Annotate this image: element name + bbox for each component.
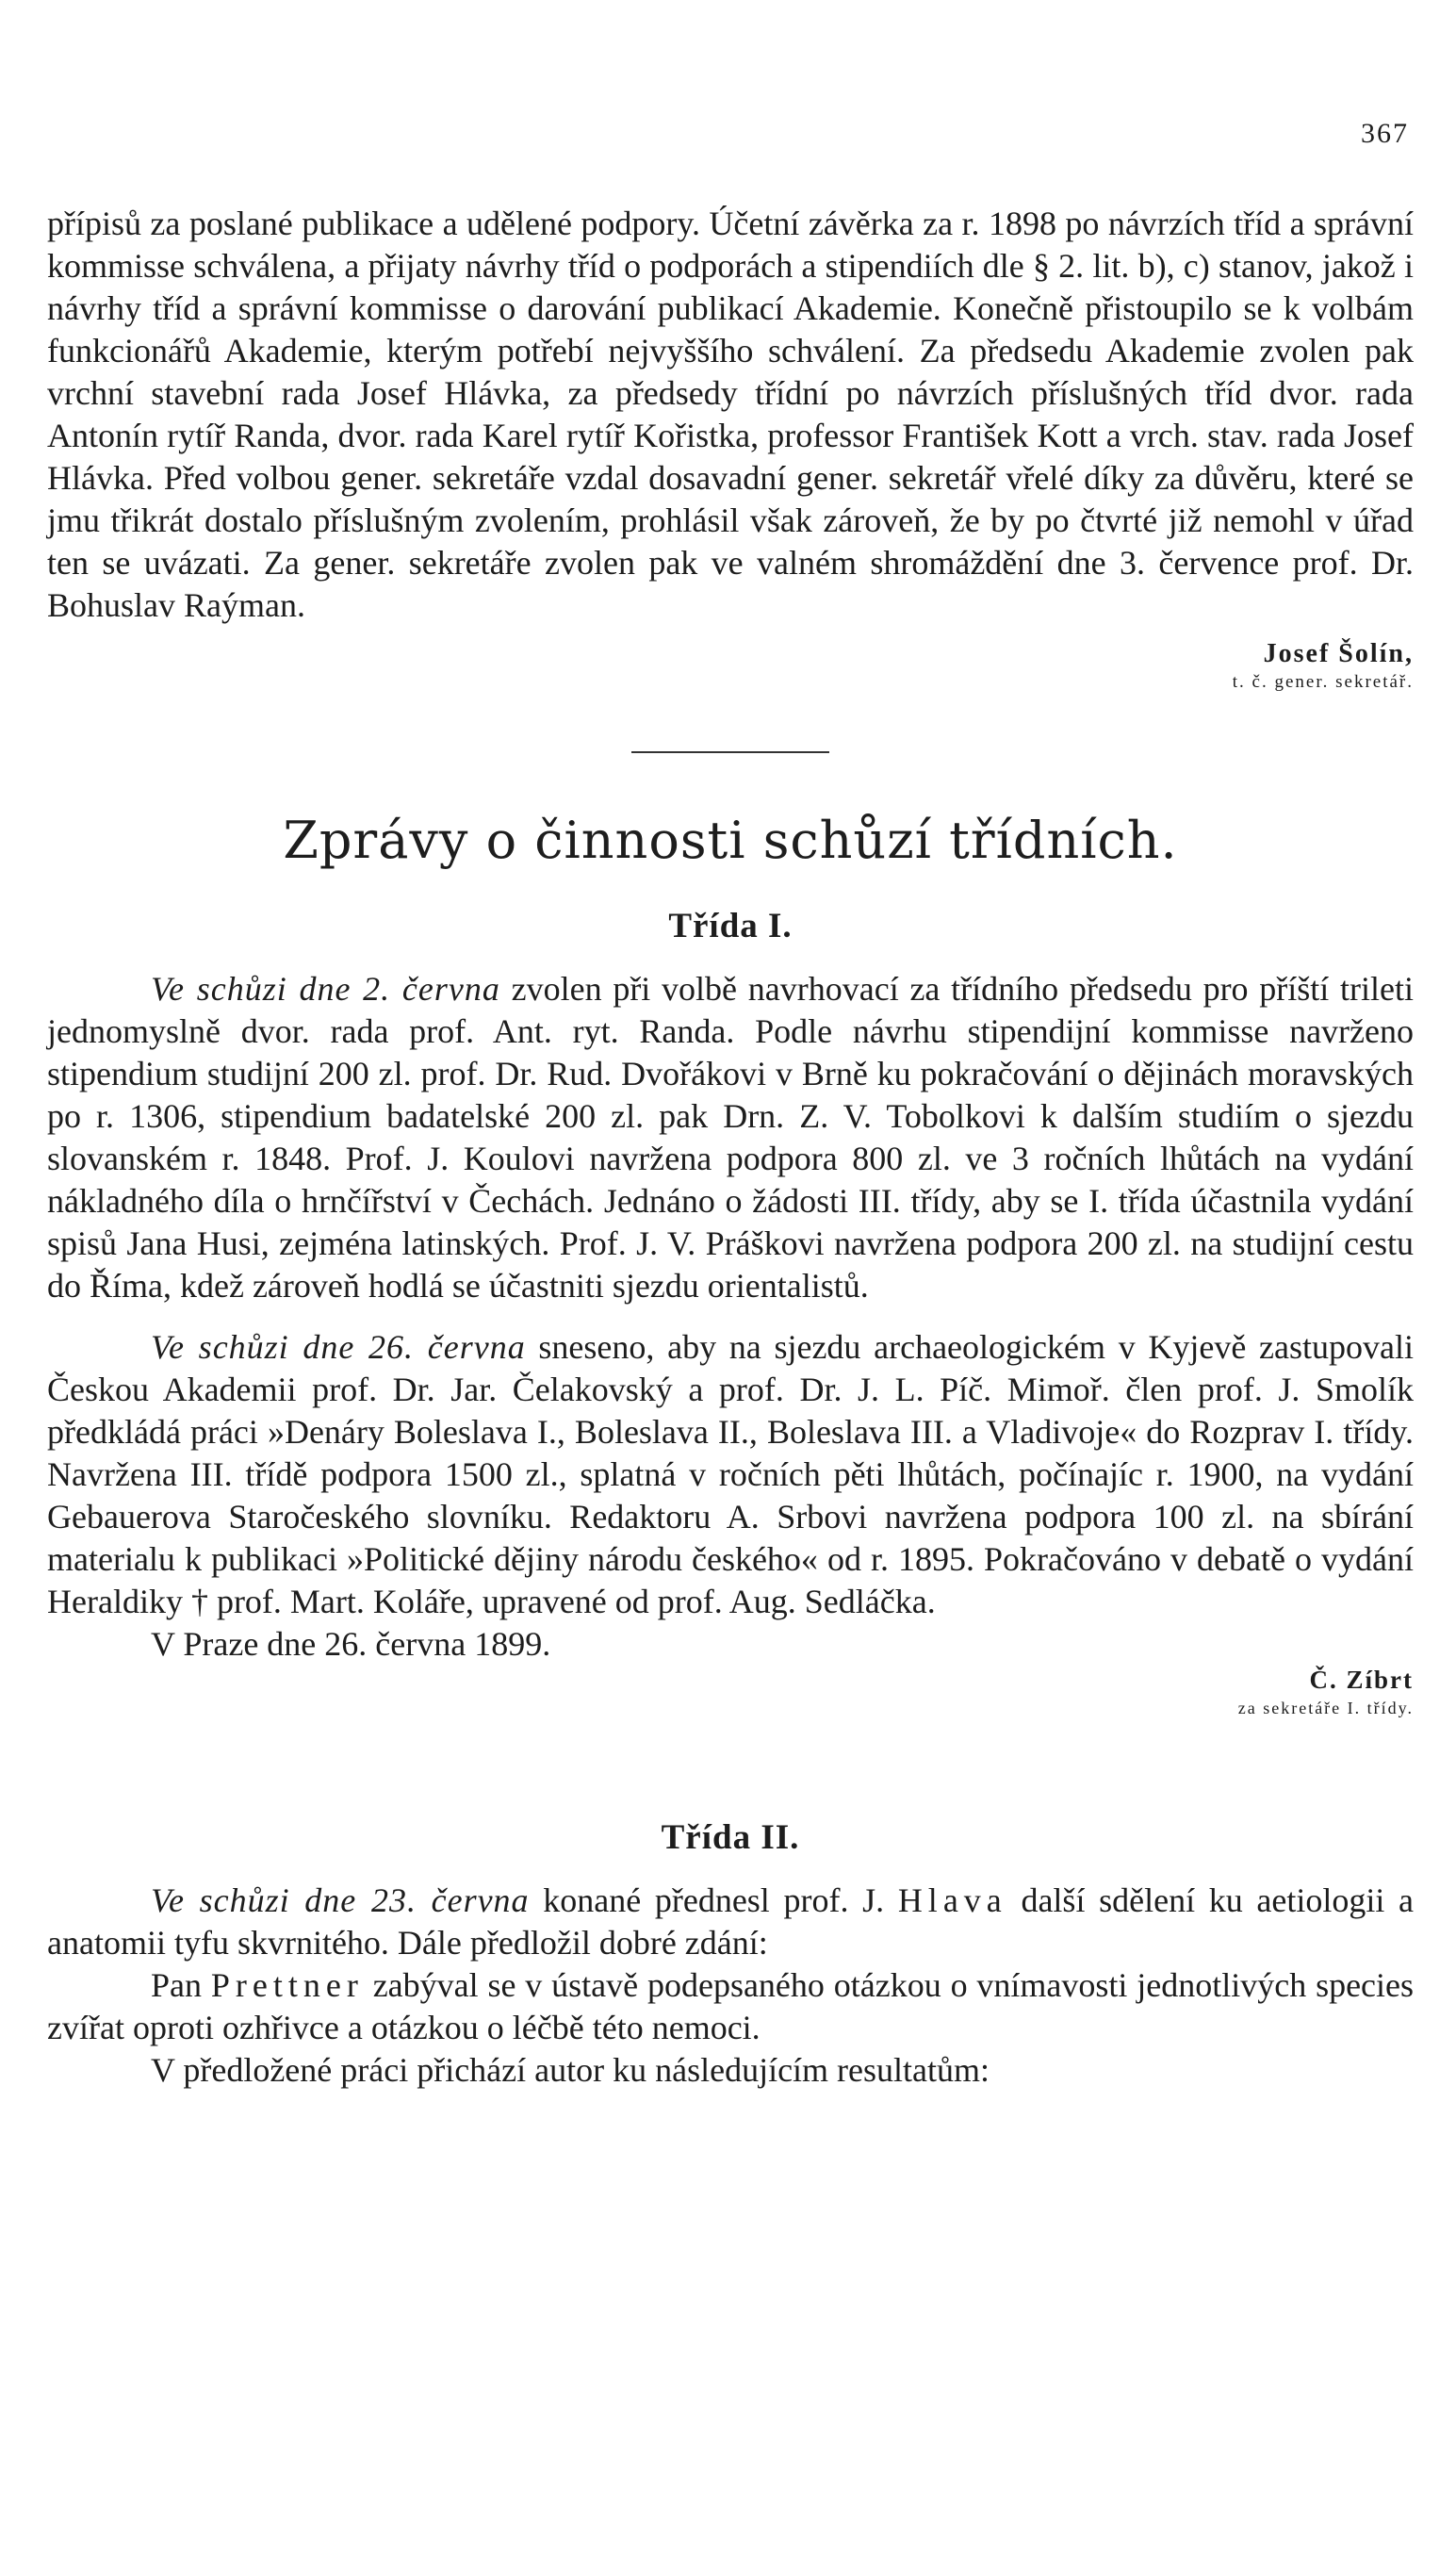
person-name: Hlava: [897, 1881, 1007, 1919]
class-1-signature: [47, 1666, 1414, 1722]
meeting-date: Ve schůzi dne 2. června: [151, 970, 500, 1008]
person-name: Prettner: [210, 1966, 364, 2004]
signature-title: za sekretáře I. třídy.: [1237, 1699, 1414, 1717]
report-signature: [47, 640, 1414, 697]
signature-title: t. č. gener. sekretář.: [1232, 672, 1414, 692]
class-1-heading: Třída I.: [668, 907, 793, 945]
section-heading: Zprávy o činnosti schůzí třídních.: [283, 811, 1178, 870]
page-number: 367: [1361, 118, 1409, 149]
class-2-paragraph-1: [47, 1880, 1414, 1964]
class-1-paragraph-1: [47, 968, 1414, 1307]
class-2-paragraph-3: V předložené práci přichází autor ku následujícím resultatům:: [151, 2051, 990, 2089]
class-2-paragraph-2: [47, 1964, 1414, 2049]
paragraph-text: další sdělení ku aetiologii a anatomii tyfu skvrnitého. Dále předložil dobré zdání:: [47, 1881, 1415, 1962]
report-paragraph: přípisů za poslané publikace a udělené podpory. Účetní závěrka za r. 1898 po návrzích tříd a správní kommisse schválena, a přijaty návrhy tříd o podporách a stipendiích dle § 2. lit. b), c) stanov, jakož i návrhy tříd a správní kommisse o darování publikací Akademie. Konečně přistoupilo se k volbám funkcionářů Akademie, kterým potřebí nejvyššího schválení. Za předsedu Akademie zvolen pak vrchní stavební rada Josef Hlávka, za předsedy třídní po návrzích příslušných tříd dvor. rada Antonín rytíř Randa, dvor. rada Karel rytíř Kořistka, professor František Kott a vrch. stav. rada Josef Hlávka. Před volbou gener. sekretáře vzdal dosavadní gener. sekretář vřelé díky za důvěru, které se jmu třikrát dostalo příslušným zvolením, prohlásil však zároveň, že by po čtvrté již nemohl v úřad ten se uvázati. Za gener. sekretáře zvolen pak ve valném shromáždění dne 3. července prof. Dr. Bohuslav Raýman.: [47, 205, 1414, 624]
section-divider: [631, 751, 829, 753]
class-1-paragraph-2: [47, 1326, 1414, 1623]
page-body: [47, 203, 1414, 2092]
signature-name: Josef Šolín,: [1263, 639, 1414, 668]
paragraph-text: sneseno, aby na sjezdu archaeologickém v Kyjevě zastupovali Českou Akademii prof. Dr. Jar. Čelakovský a prof. Dr. J. L. Píč. Mimoř. člen prof. J. Smolík předkládá práci »Denáry Boleslava I., Boleslava II., Boleslava III. a Vladivoje« do Rozprav I. třídy. Navržena III. třídě podpora 1500 zl., splatná v ročních pěti lhůtách, počínajíc r. 1900, na vydání Gebauerova Staročeského slovníku. Redaktoru A. Srbovi navržena podpora 100 zl. na sbírání materialu k publikaci »Politické dějiny národu českého« od r. 1895. Pokračováno v debatě o vydání Heraldiky † prof. Mart. Koláře, upravené od prof. Aug. Sedláčka.: [47, 1328, 1415, 1620]
paragraph-text: konané přednesl prof. J.: [543, 1881, 885, 1919]
class-2-heading: Třída II.: [661, 1818, 800, 1857]
paragraph-text: zvolen při volbě navrhovací za třídního předsedu pro příští trileti jednomyslně dvor. rada prof. Ant. ryt. Randa. Podle návrhu stipendijní kommisse navrženo stipendium studijní 200 zl. prof. Dr. Rud. Dvořákovi v Brně ku pokračování o dějinách moravských po r. 1306, stipendium badatelské 200 zl. pak Drn. Z. V. Tobolkovi k dalším studiím o sjezdu slovanském r. 1848. Prof. J. Koulovi navržena podpora 800 zl. ve 3 ročních lhůtách na vydání nákladného díla o hrnčířství v Čechách. Jednáno o žádosti III. třídy, aby se I. třída účastnila vydání spisů Jana Husi, zejména latinských. Prof. J. V. Práškovi navržena podpora 200 zl. na studijní cestu do Říma, kdež zároveň hodlá se účastniti sjezdu orientalistů.: [47, 970, 1415, 1305]
paragraph-text: Pan: [151, 1966, 202, 2004]
meeting-date: Ve schůzi dne 26. června: [151, 1328, 526, 1366]
place-date: V Praze dne 26. června 1899.: [151, 1625, 551, 1663]
paragraph-text: zabýval se v ústavě podepsaného otázkou o vnímavosti jednotlivých species zvířat oproti ozhřivce a otázkou o léčbě této nemoci.: [47, 1966, 1415, 2046]
signature-name: Č. Zíbrt: [1309, 1666, 1414, 1694]
meeting-date: Ve schůzi dne 23. června: [151, 1881, 530, 1919]
